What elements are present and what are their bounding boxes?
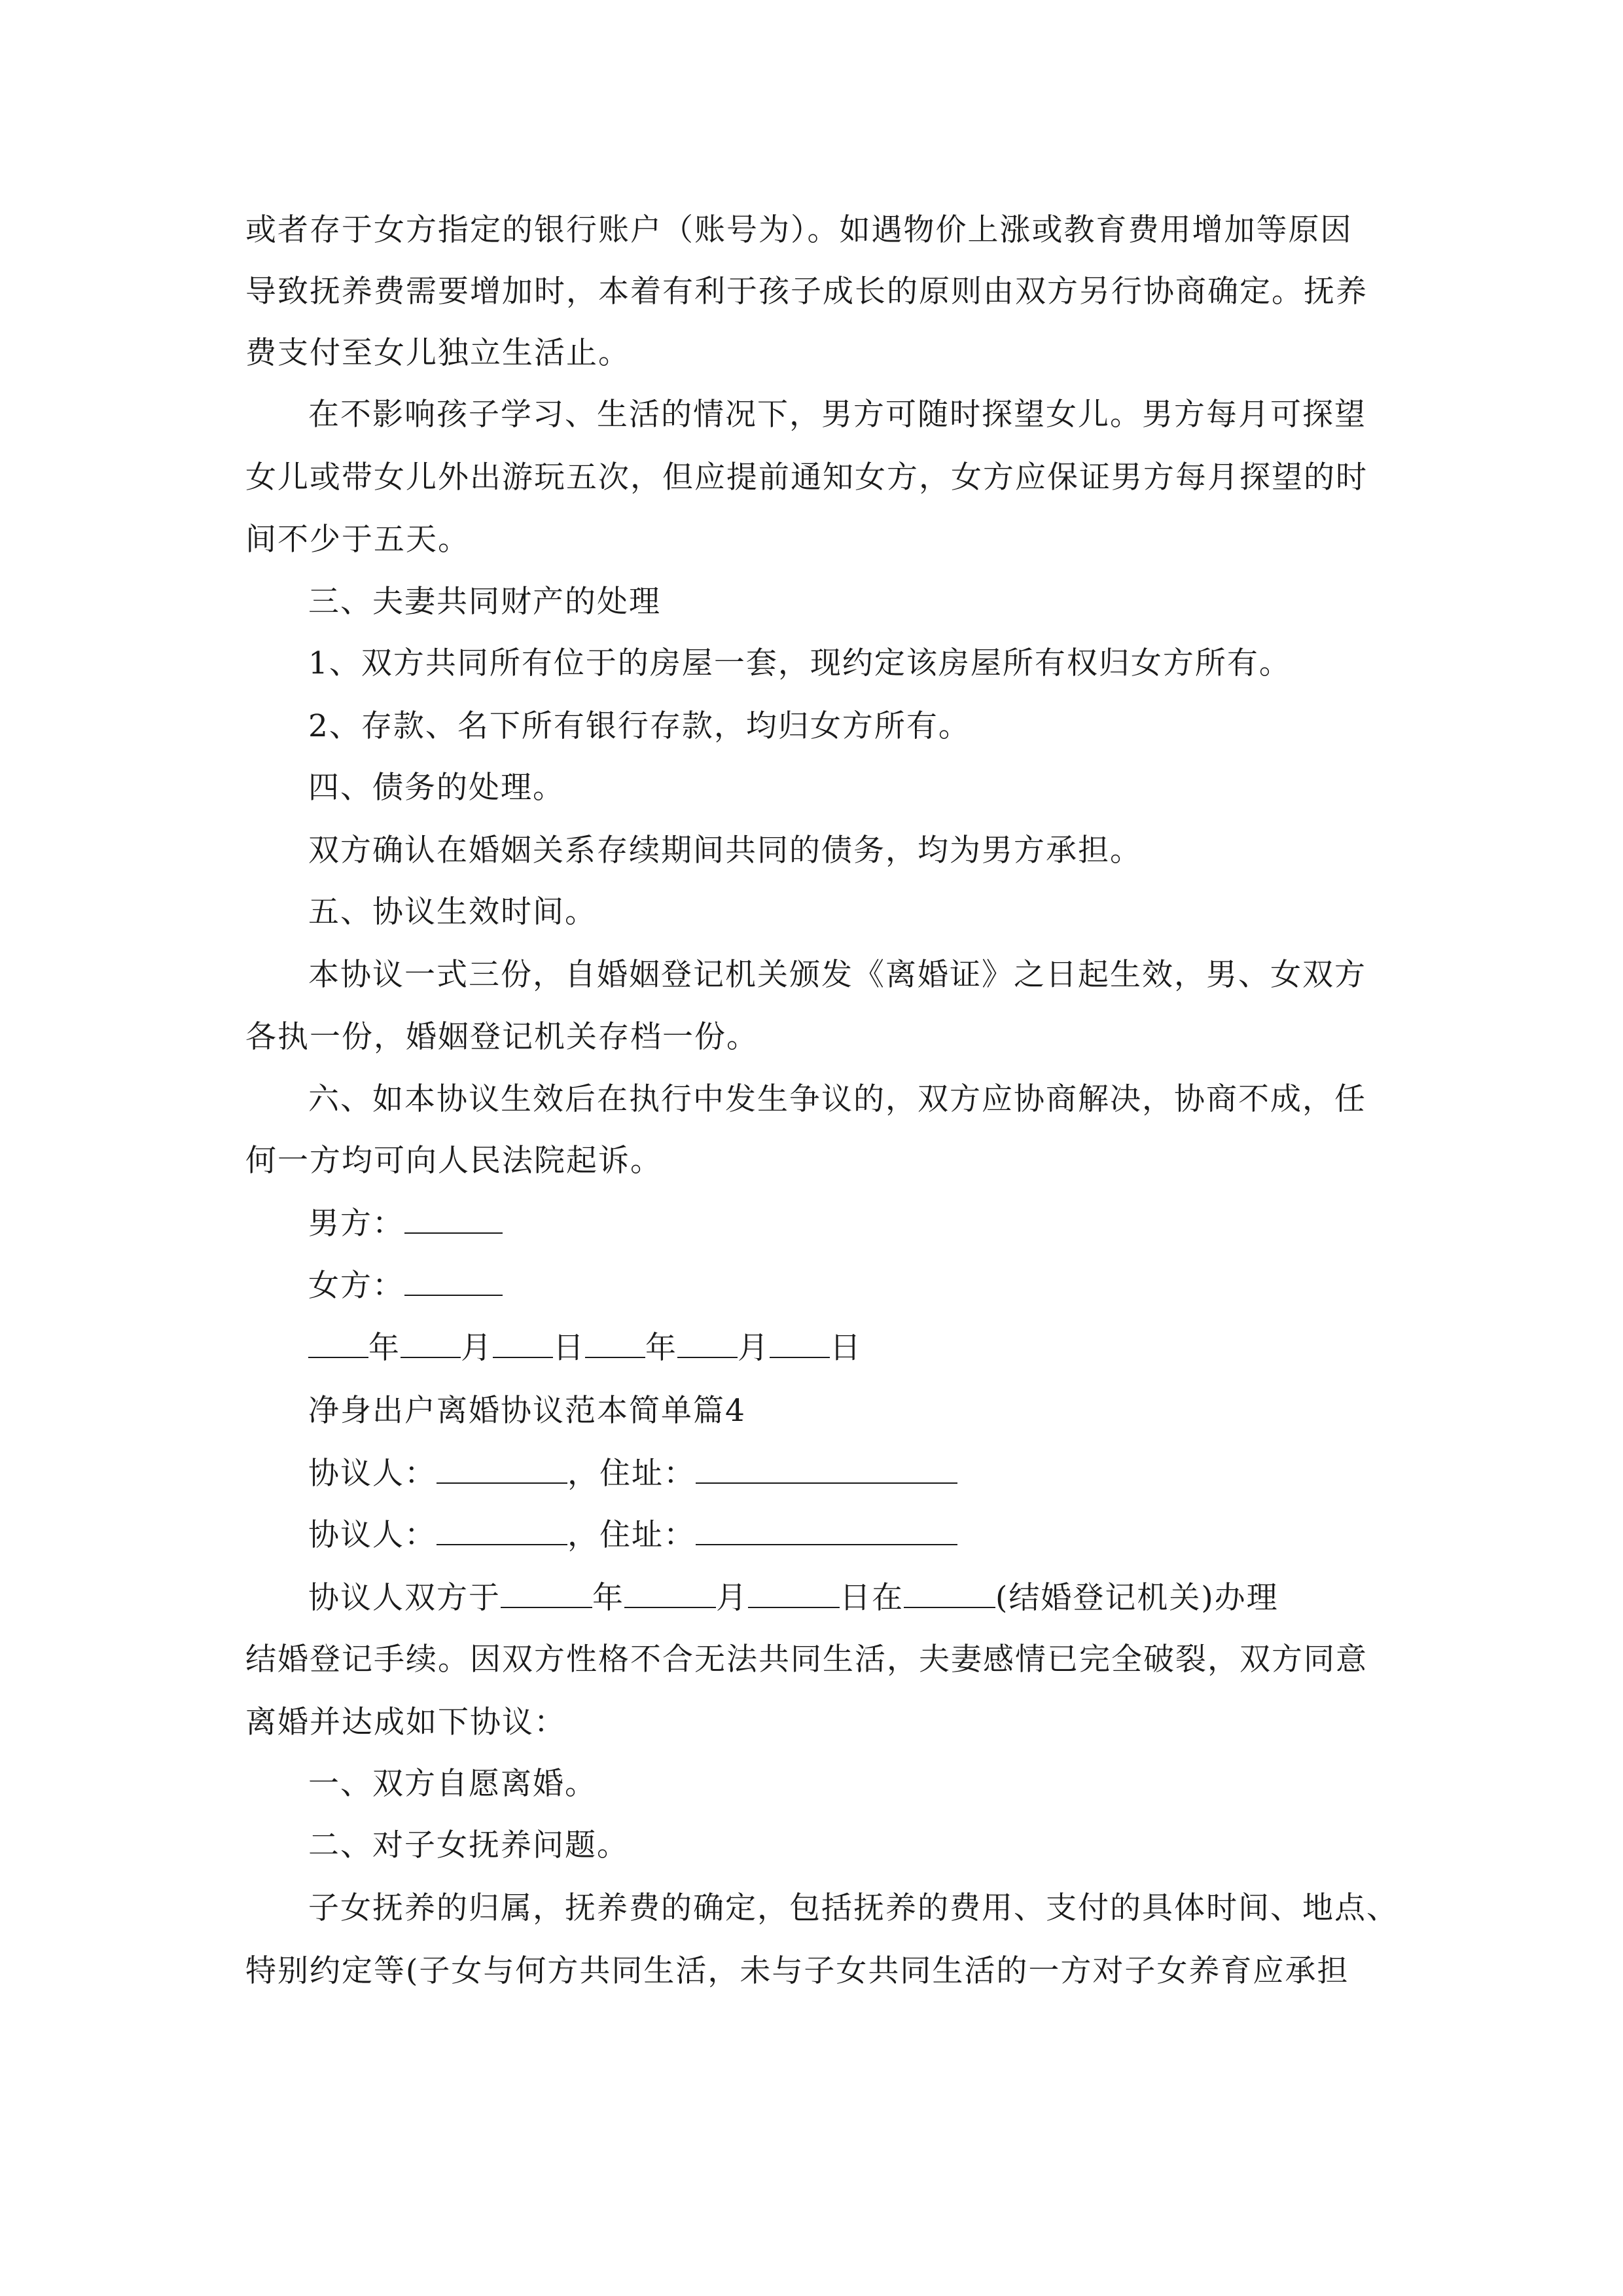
- paragraph-line: 特别约定等(子女与何方共同生活，未与子女共同生活的一方对子女养育应承担: [245, 1953, 1349, 1989]
- year-label: 年: [645, 1330, 677, 1366]
- intro-month-label: 月: [716, 1580, 748, 1616]
- intro-month-blank[interactable]: [624, 1583, 716, 1608]
- section-heading: 三、夫妻共同财产的处理: [308, 584, 661, 620]
- list-item: 1、双方共同所有位于的房屋一套，现约定该房屋所有权归女方所有。: [308, 645, 1291, 681]
- month-label: 月: [461, 1330, 493, 1366]
- male-signature-line: [308, 1204, 503, 1244]
- paragraph-line: 双方确认在婚姻关系存续期间共同的债务，均为男方承担。: [308, 833, 1142, 869]
- female-signature-line: [308, 1266, 503, 1306]
- section-heading: 四、债务的处理。: [308, 770, 565, 806]
- day-label: 日: [553, 1330, 585, 1366]
- paragraph-line: 子女抚养的归属，抚养费的确定，包括抚养的费用、支付的具体时间、地点、: [308, 1890, 1399, 1926]
- month-label: 月: [738, 1330, 770, 1366]
- party-label: 协议人：: [308, 1517, 437, 1553]
- intro-day-label: 日在: [840, 1580, 904, 1616]
- party-name-blank[interactable]: [437, 1520, 567, 1545]
- address-blank[interactable]: [696, 1520, 957, 1545]
- party-line: [308, 1516, 957, 1555]
- year-blank[interactable]: [585, 1333, 645, 1358]
- day-label: 日: [830, 1330, 862, 1366]
- paragraph-line: 费支付至女儿独立生活止。: [245, 335, 630, 371]
- intro-day-blank[interactable]: [748, 1583, 840, 1608]
- male-label: 男方：: [308, 1206, 404, 1242]
- registry-blank[interactable]: [904, 1583, 995, 1608]
- male-signature-blank[interactable]: [404, 1209, 503, 1234]
- section-heading: 二、对子女抚养问题。: [308, 1827, 629, 1863]
- intro-line: [308, 1579, 1279, 1618]
- party-line: [308, 1454, 957, 1494]
- intro-year-blank[interactable]: [501, 1583, 592, 1608]
- address-label: ，住址：: [567, 1517, 696, 1553]
- day-blank[interactable]: [493, 1333, 553, 1358]
- month-blank[interactable]: [401, 1333, 461, 1358]
- month-blank[interactable]: [677, 1333, 738, 1358]
- year-label: 年: [368, 1330, 401, 1366]
- section-heading: 一、双方自愿离婚。: [308, 1766, 597, 1802]
- paragraph-line: 导致抚养费需要增加时，本着有利于孩子成长的原则由双方另行协商确定。抚养: [245, 274, 1368, 310]
- paragraph-line: 结婚登记手续。因双方性格不合无法共同生活，夫妻感情已完全破裂，双方同意: [245, 1641, 1368, 1677]
- intro-start: 协议人双方于: [308, 1580, 501, 1616]
- intro-year-label: 年: [592, 1580, 624, 1616]
- paragraph-line: 女儿或带女儿外出游玩五次，但应提前通知女方，女方应保证男方每月探望的时: [245, 459, 1368, 495]
- paragraph-line: 何一方均可向人民法院起诉。: [245, 1143, 662, 1179]
- date-line: [308, 1329, 862, 1368]
- female-signature-blank[interactable]: [404, 1271, 503, 1296]
- party-name-blank[interactable]: [437, 1459, 567, 1484]
- paragraph-line: 间不少于五天。: [245, 522, 470, 558]
- party-label: 协议人：: [308, 1456, 437, 1492]
- paragraph-line: 本协议一式三份，自婚姻登记机关颁发《离婚证》之日起生效，男、女双方: [308, 957, 1366, 993]
- paragraph-line: 离婚并达成如下协议：: [245, 1704, 566, 1740]
- paragraph-line: 在不影响孩子学习、生活的情况下，男方可随时探望女儿。男方每月可探望: [308, 397, 1366, 433]
- female-label: 女方：: [308, 1268, 404, 1304]
- address-label: ，住址：: [567, 1456, 696, 1492]
- paragraph-line: 六、如本协议生效后在执行中发生争议的，双方应协商解决，协商不成，任: [308, 1081, 1366, 1117]
- paragraph-line: 或者存于女方指定的银行账户（账号为）。如遇物价上涨或教育费用增加等原因: [245, 212, 1353, 248]
- paragraph-line: 各执一份，婚姻登记机关存档一份。: [245, 1019, 758, 1055]
- section-title: 净身出户离婚协议范本简单篇4: [308, 1393, 746, 1429]
- address-blank[interactable]: [696, 1459, 957, 1484]
- day-blank[interactable]: [770, 1333, 830, 1358]
- list-item: 2、存款、名下所有银行存款，均归女方所有。: [308, 708, 971, 744]
- year-blank[interactable]: [308, 1333, 368, 1358]
- intro-end: (结婚登记机关)办理: [995, 1580, 1279, 1616]
- section-heading: 五、协议生效时间。: [308, 894, 597, 930]
